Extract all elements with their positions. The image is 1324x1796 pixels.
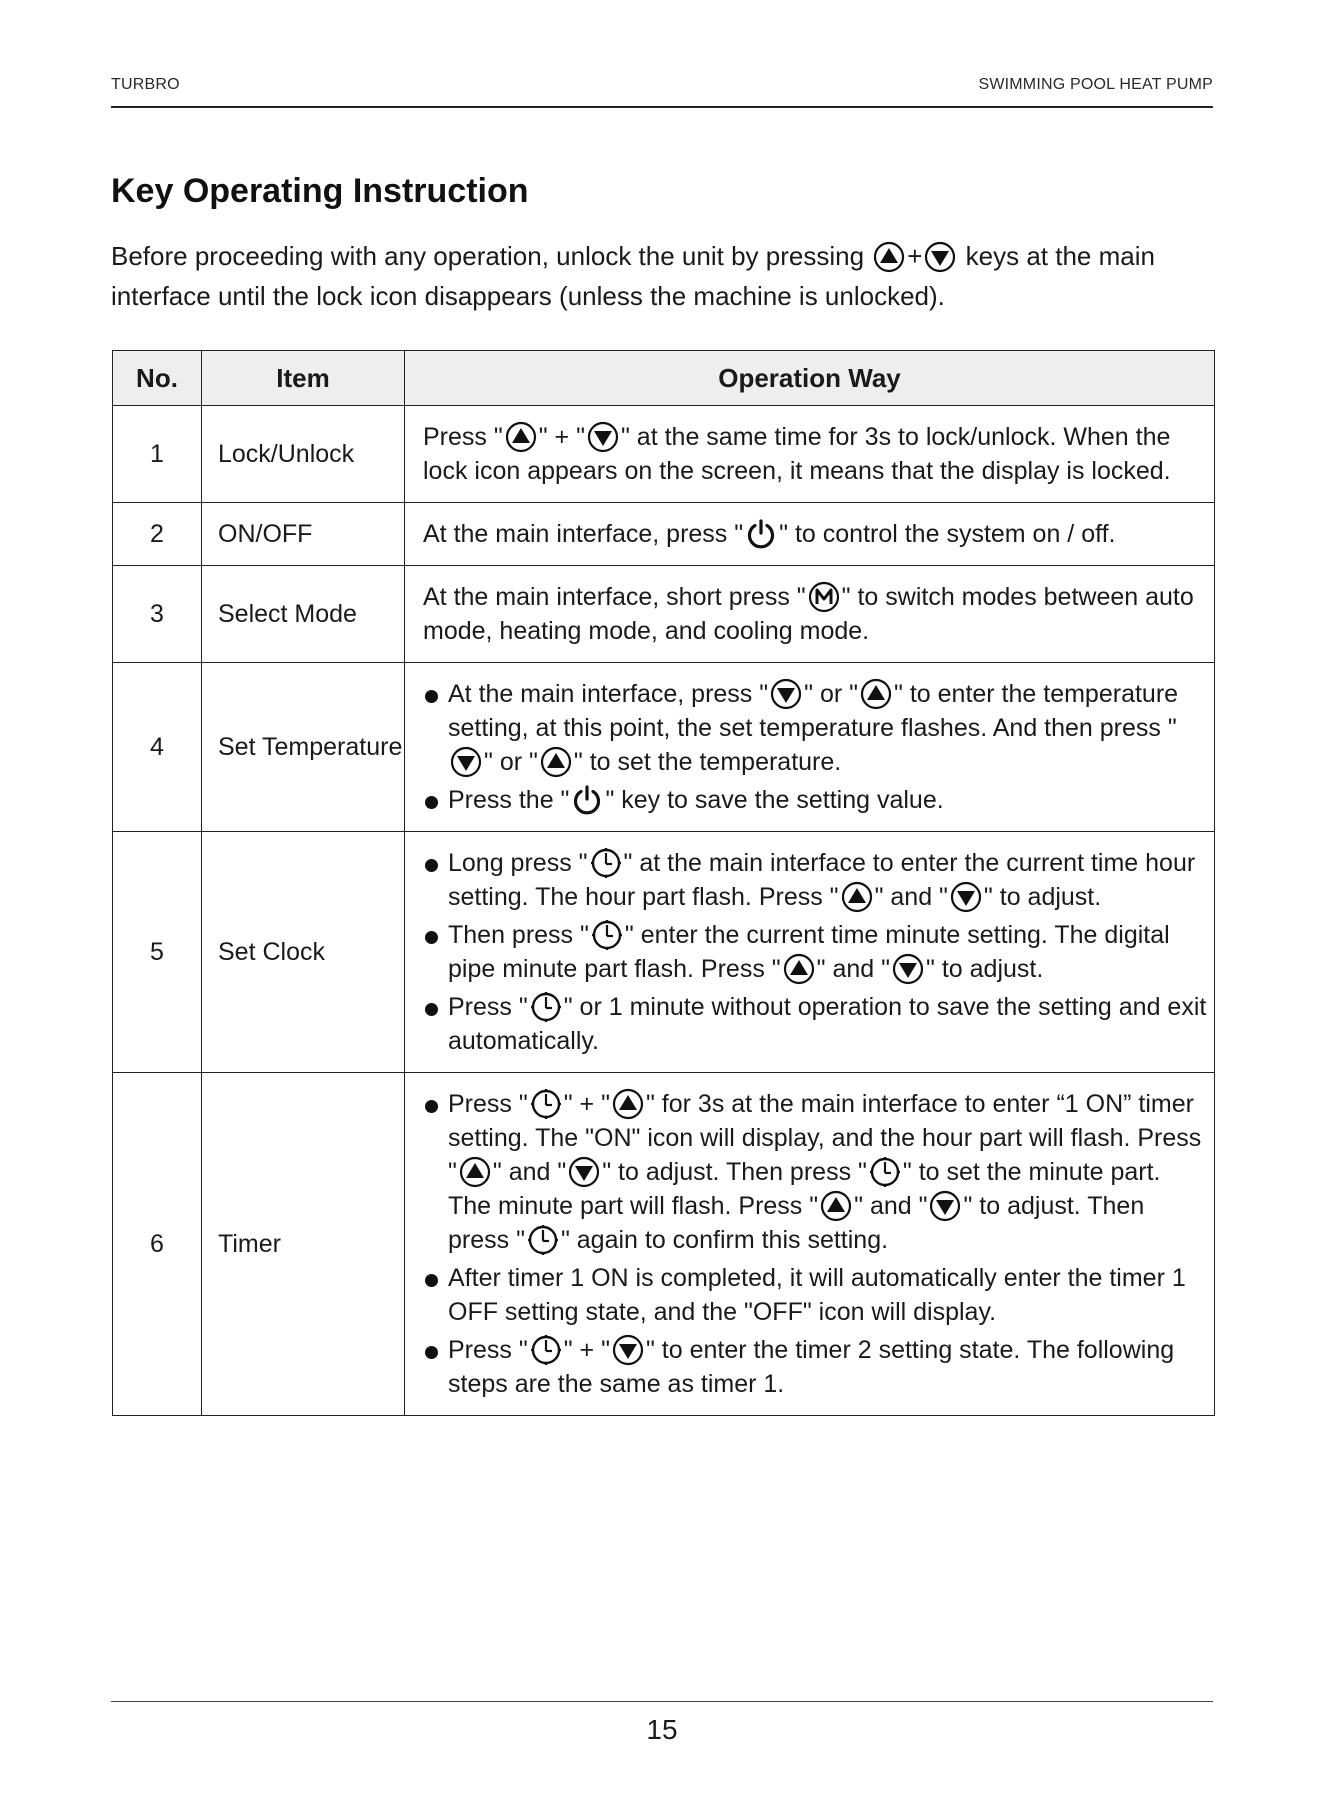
mode-icon xyxy=(808,581,840,613)
down-icon xyxy=(770,678,802,710)
row-operation xyxy=(405,1073,1215,1416)
operation-text: " to adjust. xyxy=(926,955,1044,983)
footer-rule xyxy=(111,1701,1213,1702)
operation-text: Long press " xyxy=(448,849,588,877)
operation-text: " and " xyxy=(816,955,891,983)
row-number: 1 xyxy=(113,406,202,503)
operation-text: " again to confirm this setting. xyxy=(560,1226,889,1254)
down-icon xyxy=(612,1334,644,1366)
operation-paragraph xyxy=(423,420,1208,488)
intro-text-1: Before proceeding with any operation, unlock the unit by pressing xyxy=(111,241,872,271)
up-icon xyxy=(841,881,873,913)
operation-text: " at the main interface to enter the current time hour setting. The hour part flash. Press " xyxy=(448,849,1196,911)
up-icon xyxy=(505,421,537,453)
operation-text: " to adjust. Then press " xyxy=(602,1158,867,1186)
row-operation xyxy=(405,566,1215,663)
power-icon xyxy=(745,518,777,550)
power-icon xyxy=(571,784,603,816)
clock-icon xyxy=(591,919,623,951)
clock-icon xyxy=(530,1088,562,1120)
clock-icon xyxy=(530,991,562,1023)
row-number: 5 xyxy=(113,832,202,1073)
row-operation xyxy=(405,832,1215,1073)
row-operation xyxy=(405,503,1215,566)
row-item: Set Clock xyxy=(202,832,405,1073)
operation-text: " key to save the setting value. xyxy=(605,786,944,814)
bullet-item xyxy=(423,918,1208,986)
down-icon xyxy=(587,421,619,453)
up-icon xyxy=(459,1156,491,1188)
operation-text: At the main interface, press " xyxy=(448,680,769,708)
bullet-item xyxy=(423,1087,1208,1257)
operation-text: " and " xyxy=(492,1158,567,1186)
operation-text: " to set the temperature. xyxy=(573,748,842,776)
operation-text: " or " xyxy=(804,680,859,708)
clock-icon xyxy=(590,847,622,879)
operation-text: " to enter the timer 2 setting state. The following steps are the same as timer 1. xyxy=(448,1336,1175,1398)
operation-text: Then press " xyxy=(448,921,589,949)
operation-text: " + " xyxy=(563,1336,610,1364)
table-row xyxy=(113,566,1215,663)
operation-table xyxy=(112,350,1215,1416)
up-icon xyxy=(783,953,815,985)
operation-text: " or 1 minute without operation to save the setting and exit automatically. xyxy=(448,993,1207,1055)
table-row xyxy=(113,406,1215,503)
intro-text-2: keys at the main interface until the lock icon disappears (unless the machine is unlocked). xyxy=(111,241,1155,311)
operation-text: " or " xyxy=(484,748,538,776)
operation-text: " to switch modes between auto mode, heating mode, and cooling mode. xyxy=(423,583,1194,645)
down-icon xyxy=(892,953,924,985)
bullet-item xyxy=(423,783,1208,817)
operation-text: At the main interface, short press " xyxy=(423,583,806,611)
table-row xyxy=(113,1073,1215,1416)
row-number: 3 xyxy=(113,566,202,663)
bullet-item xyxy=(423,990,1208,1058)
header-operation: Operation Way xyxy=(405,351,1215,406)
operation-text: At the main interface, press " xyxy=(423,520,744,548)
row-number: 2 xyxy=(113,503,202,566)
operation-text: " to enter the temperature setting, at this point, the set temperature flashes. And then press " xyxy=(448,680,1179,742)
clock-icon xyxy=(530,1334,562,1366)
table-header-row xyxy=(113,351,1215,406)
header-rule xyxy=(111,106,1213,108)
row-number: 6 xyxy=(113,1073,202,1416)
operation-text: Press " xyxy=(423,423,503,451)
operation-text: Press " xyxy=(448,1090,528,1118)
row-item: Set Temperature xyxy=(202,663,405,832)
operation-text: " + " xyxy=(563,1090,610,1118)
up-icon xyxy=(873,241,905,273)
operation-text: " + " xyxy=(538,423,585,451)
operation-text: Press the " xyxy=(448,786,570,814)
table-row xyxy=(113,663,1215,832)
page-number: 15 xyxy=(646,1714,678,1745)
up-icon xyxy=(860,678,892,710)
up-icon xyxy=(540,746,572,778)
clock-icon xyxy=(869,1156,901,1188)
down-icon xyxy=(929,1190,961,1222)
row-item: Lock/Unlock xyxy=(202,406,405,503)
down-icon xyxy=(568,1156,600,1188)
row-operation xyxy=(405,663,1215,832)
operation-text: After timer 1 ON is completed, it will automatically enter the timer 1 OFF setting state, and the "OFF" icon will display. xyxy=(448,1264,1186,1326)
bullet-item xyxy=(423,1333,1208,1401)
operation-paragraph xyxy=(423,580,1208,648)
operation-text: Press " xyxy=(448,1336,528,1364)
down-icon xyxy=(924,241,956,273)
operation-text: " to set the minute part. The minute part will flash. Press " xyxy=(448,1158,1161,1220)
intro-plus: + xyxy=(907,241,923,271)
up-icon xyxy=(820,1190,852,1222)
intro-paragraph xyxy=(111,236,1221,316)
clock-icon xyxy=(527,1224,559,1256)
row-operation xyxy=(405,406,1215,503)
operation-text: " to control the system on / off. xyxy=(779,520,1116,548)
operation-text: " to adjust. Then press " xyxy=(448,1192,1145,1254)
row-number: 4 xyxy=(113,663,202,832)
header-brand: TURBRO xyxy=(111,76,180,93)
operation-text: " at the same time for 3s to lock/unlock. When the lock icon appears on the screen, it means that the display is locked. xyxy=(423,423,1171,485)
up-icon xyxy=(612,1088,644,1120)
operation-paragraph xyxy=(423,517,1208,551)
header-product: SWIMMING POOL HEAT PUMP xyxy=(978,76,1213,93)
operation-text: Press " xyxy=(448,993,528,1021)
header-item: Item xyxy=(202,351,405,406)
row-item: ON/OFF xyxy=(202,503,405,566)
row-item: Select Mode xyxy=(202,566,405,663)
bullet-item xyxy=(423,846,1208,914)
header-no: No. xyxy=(113,351,202,406)
operation-text: " and " xyxy=(854,1192,928,1220)
bullet-item xyxy=(423,677,1208,779)
table-row xyxy=(113,503,1215,566)
row-item: Timer xyxy=(202,1073,405,1416)
down-icon xyxy=(450,746,482,778)
bullet-item xyxy=(423,1261,1208,1329)
operation-text: " enter the current time minute setting. The digital pipe minute part flash. Press " xyxy=(448,921,1170,983)
page-title: Key Operating Instruction xyxy=(111,172,529,210)
operation-text: " for 3s at the main interface to enter “1 ON” timer setting. The "ON" icon will display, and the hour part will flash. Press " xyxy=(448,1090,1202,1186)
table-row xyxy=(113,832,1215,1073)
down-icon xyxy=(950,881,982,913)
operation-text: " to adjust. xyxy=(983,883,1102,911)
operation-text: " and " xyxy=(874,883,948,911)
